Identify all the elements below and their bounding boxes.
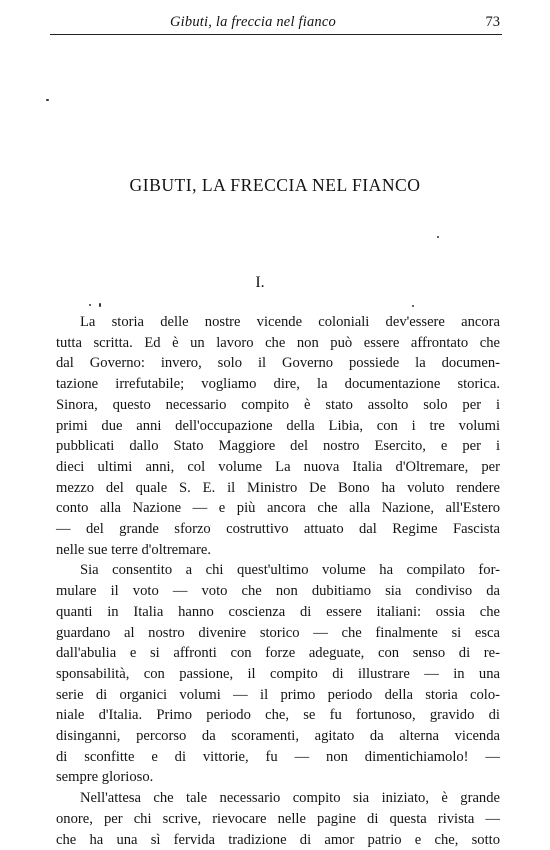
running-title: Gibuti, la freccia nel fianco (170, 14, 336, 30)
text-line: niale d'Italia. Primo periodo che, se fu fortunoso, gravido di (56, 707, 500, 724)
page-number: 73 (485, 14, 500, 30)
text-line: dall'abulia e si affronti con forze adeguate, con senso di re- (56, 645, 500, 662)
text-line: sempre glorioso. (56, 769, 154, 786)
text-line: quanti in Italia hanno coscienza di essere italiani: ossia che (56, 603, 500, 620)
text-line: dieci ultimi anni, col volume La nuova Italia d'Oltremare, per (56, 458, 500, 475)
text-line: pubblicati dallo Stato Maggiore del nostro Esercito, e per i (56, 438, 500, 455)
print-speck (89, 304, 91, 306)
text-line: mulare il voto — voto che non dubitiamo sia condiviso da (56, 583, 500, 600)
print-speck (46, 99, 49, 101)
running-header (50, 8, 502, 35)
chapter-title: GIBUTI, LA FRECCIA NEL FIANCO (129, 175, 421, 195)
text-line: onore, per chi scrive, rievocare nelle pagine di questa rivista — (56, 810, 500, 827)
paragraph-3 (56, 788, 500, 850)
text-line: tazione irrefutabile; vogliamo dire, la documentazione storica. (56, 376, 500, 393)
text-line: Sia consentito a chi quest'ultimo volume ha compilato for- (80, 562, 500, 579)
text-line: La storia delle nostre vicende coloniali dev'essere ancora (80, 314, 500, 330)
paragraph-2 (56, 560, 500, 788)
print-speck (99, 303, 101, 307)
print-speck (437, 236, 439, 238)
text-line: Sinora, questo necessario compito è stato assolto solo per i (56, 396, 500, 413)
text-line: primi due anni dell'occupazione della Libia, con i tre volumi (56, 417, 500, 434)
text-line: di sconfitte e di vittorie, fu — non dimentichiamolo! — (56, 748, 500, 765)
text-line: Nell'attesa che tale necessario compito sia iniziato, è grande (80, 790, 500, 807)
text-line: guardano al nostro divenire storico — che finalmente si esca (56, 624, 500, 641)
text-line: — del grande sforzo costruttivo attuato dal Regime Fascista (56, 521, 500, 538)
text-line: nelle sue terre d'oltremare. (56, 541, 211, 558)
text-line: mezzo del quale S. E. il Ministro De Bono ha voluto rendere (56, 479, 500, 496)
section-numeral: I. (255, 274, 265, 291)
text-line: disinganni, percorso da scoramenti, agitato da alterna vicenda (56, 728, 500, 745)
text-line: sponsabilità, con passione, il compito di illustrare — in una (56, 665, 500, 682)
paragraph-1 (56, 312, 500, 560)
text-line: tutta scritta. Ed è un lavoro che non può essere affrontato che (56, 334, 500, 351)
text-line: che ha una sì fervida tradizione di amor patrio e che, sotto (56, 831, 500, 848)
text-line: conto alla Nazione — e più ancora che alla Nazione, all'Estero (56, 500, 500, 517)
text-line: dal Governo: invero, solo il Governo possiede la documen- (56, 355, 500, 372)
text-line: serie di organici volumi — il primo periodo della storia colo- (56, 686, 500, 703)
body-text (56, 312, 500, 850)
print-speck (412, 305, 414, 307)
